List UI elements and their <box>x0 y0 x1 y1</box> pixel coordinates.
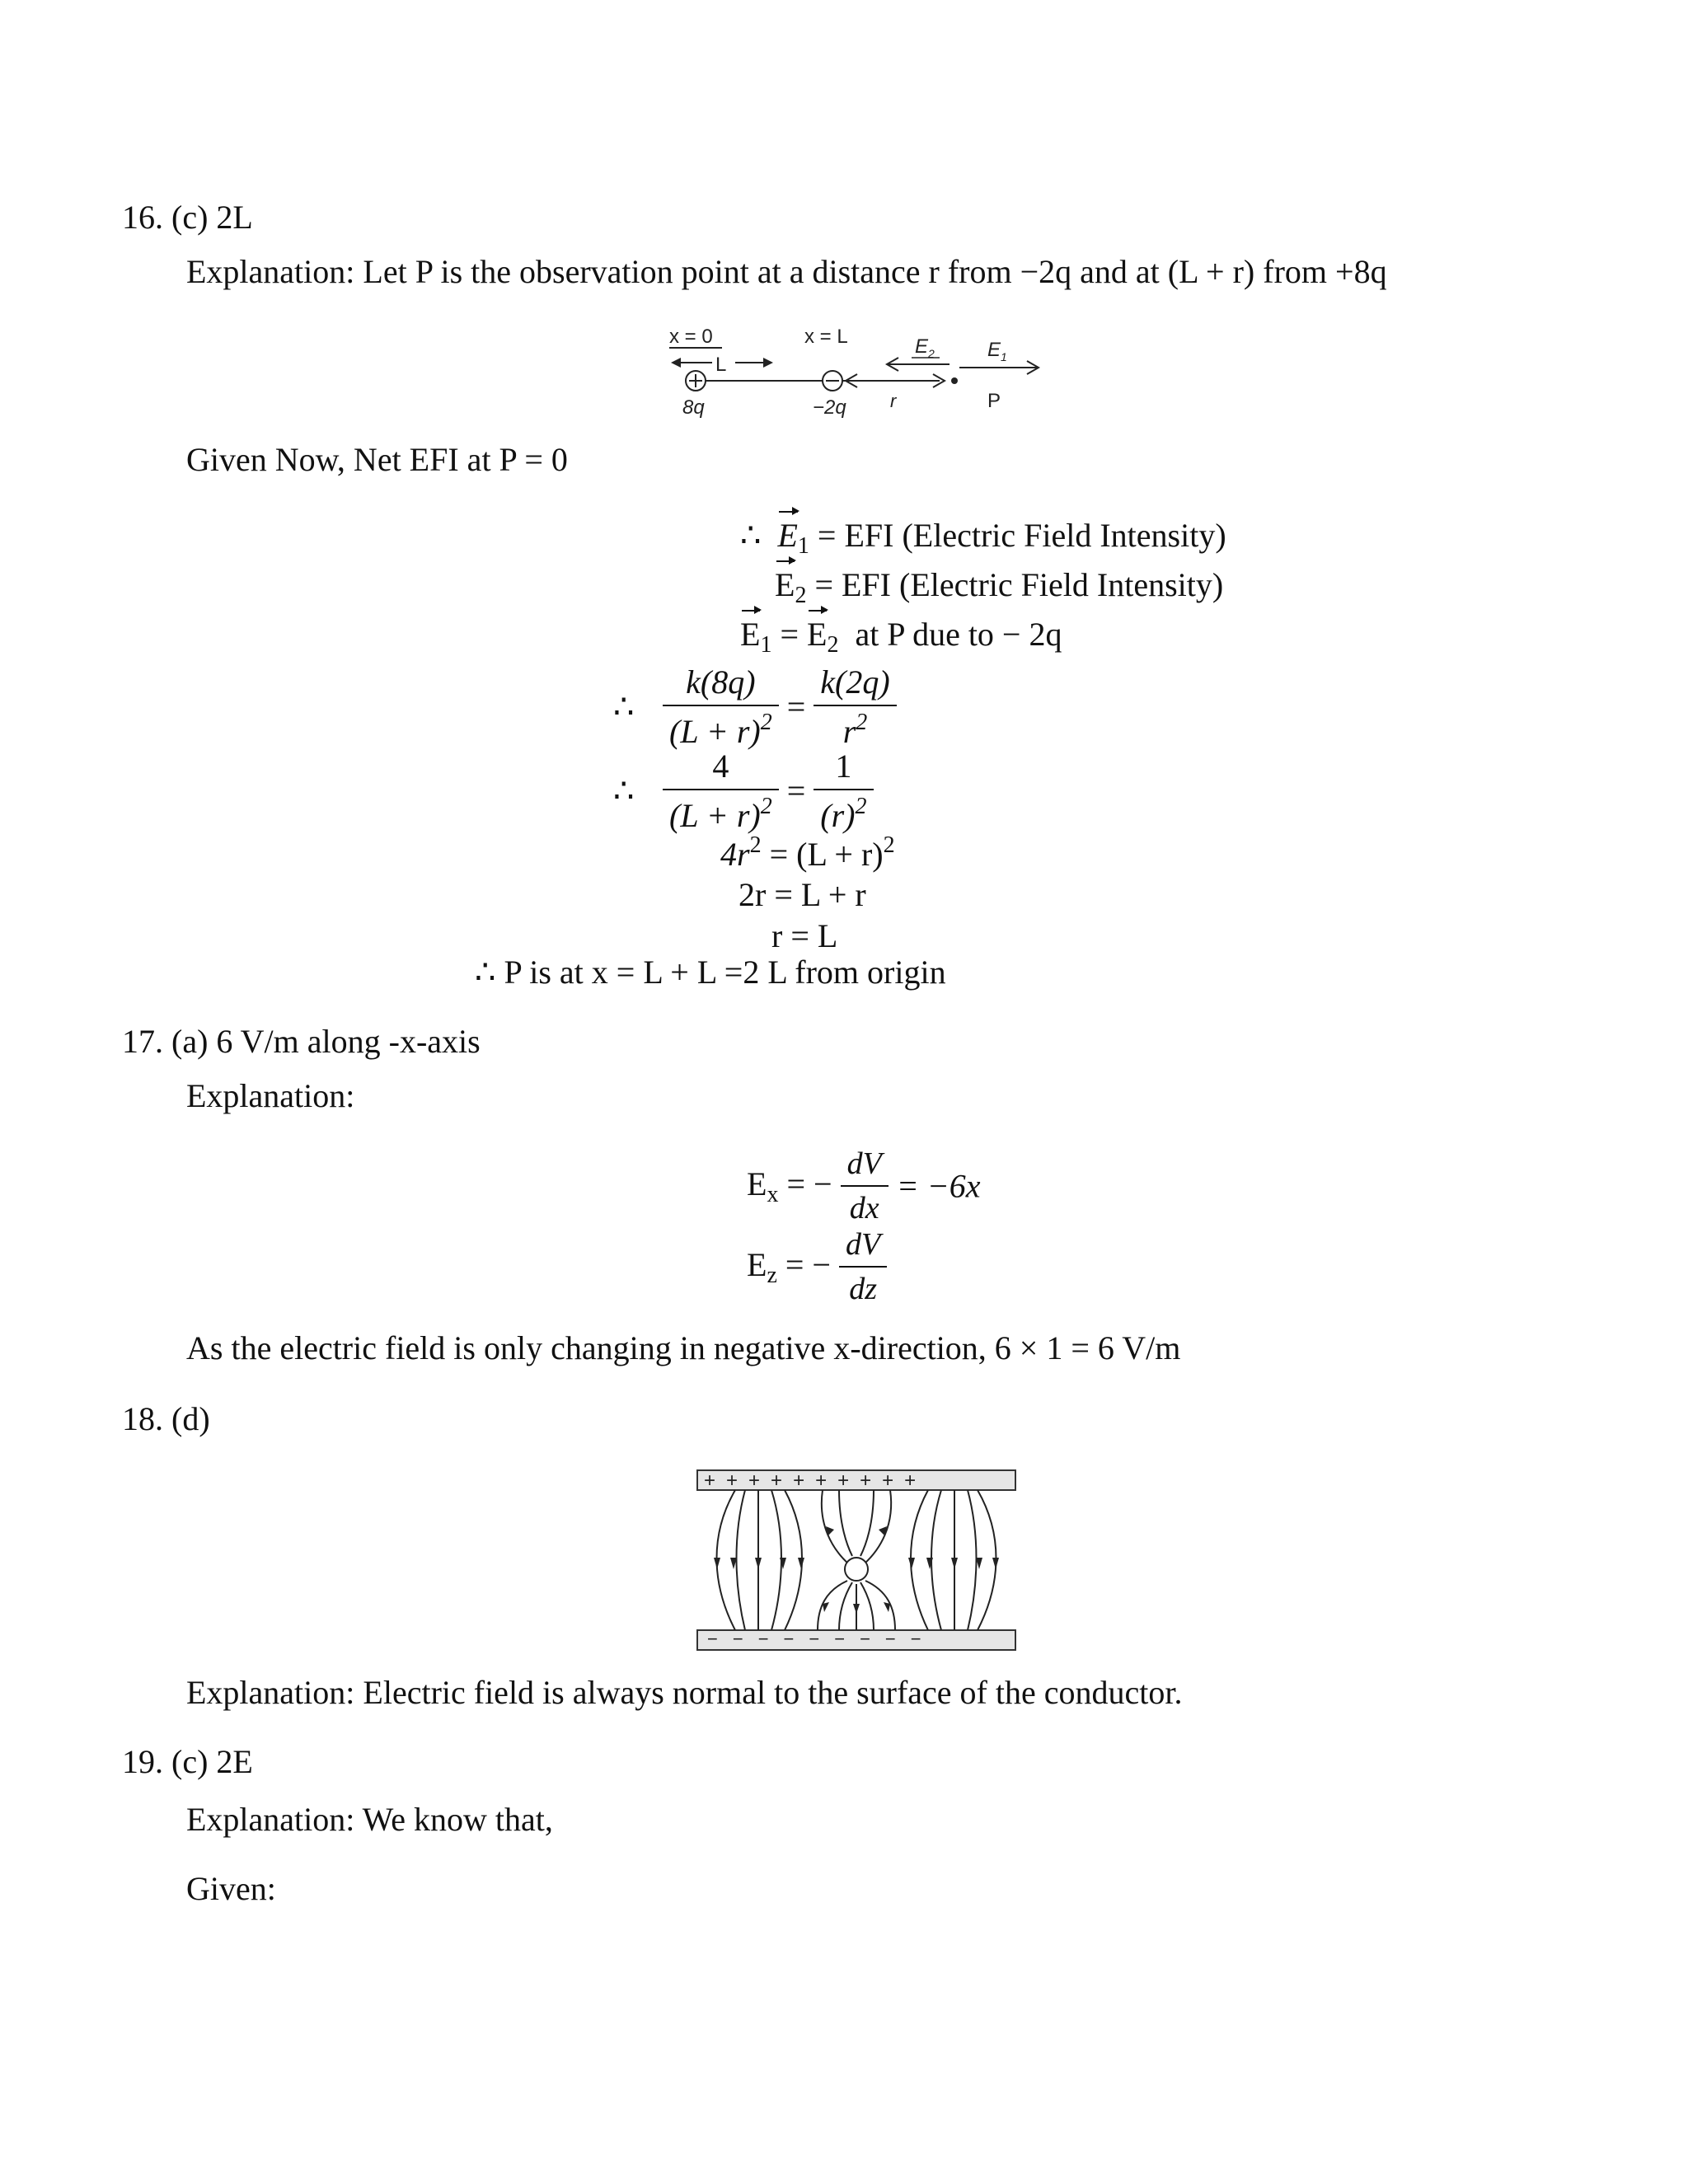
frac-4: $\frac{4}{(L + r)^2}$ <box>663 747 779 835</box>
q16-answer: (c) 2L <box>171 199 253 236</box>
eq-fraction-row-1: ∴ $\frac{k(8q)}{(L + r)^2}$ = $\frac{k(2q)}{r^2}$ <box>613 663 897 751</box>
q18-heading <box>122 1399 210 1438</box>
l-arrow-right-head <box>763 358 773 368</box>
q16-given: Given Now, Net EFI at P = 0 <box>186 441 568 478</box>
q17-conclusion: As the electric field is only changing in negative x-direction, 6 × 1 = 6 V/m <box>186 1329 1181 1366</box>
q19-answer: (c) 2E <box>171 1743 253 1780</box>
eq-line-a: $4r^2 = (L + r)^2$ <box>720 832 895 873</box>
bottom-plate-minus-signs: −−−−−−−−− <box>707 1629 936 1649</box>
label-8q: 8q <box>682 396 705 419</box>
q16-explanation: Explanation: Let P is the observation point at a distance r from −2q and at (L + r) from +8q <box>186 253 1387 290</box>
q16-charge-diagram <box>659 320 1055 427</box>
label-E2: $E_2$ <box>915 335 935 360</box>
label-x0: x = 0 <box>669 326 713 348</box>
top-plate-plus-signs: ++++++++++ <box>704 1469 927 1492</box>
e1-symbol: E <box>777 517 798 554</box>
point-p-icon <box>951 377 958 384</box>
q18-answer: (d) <box>171 1400 210 1437</box>
q16-heading <box>122 198 253 237</box>
conductor-sphere-icon <box>845 1558 868 1581</box>
eq-line-c: r = L <box>771 917 838 954</box>
q19-explanation: Explanation: We know that, <box>186 1801 553 1838</box>
q18-number: 18. <box>122 1400 163 1437</box>
label-P: P <box>987 390 1001 412</box>
q16-conclusion: ∴ P is at x = L + L =2 L from origin <box>475 954 946 991</box>
q18-explanation: Explanation: Electric field is always normal to the surface of the conductor. <box>186 1674 1183 1711</box>
q17-heading <box>122 1022 481 1061</box>
q19-heading <box>122 1742 253 1781</box>
frac-k2q: $\frac{k(2q)}{r^2}$ <box>814 663 896 751</box>
frac-k8q: $\frac{k(8q)}{(L + r)^2}$ <box>663 663 779 751</box>
eq-line-b: 2r = L + r <box>738 876 866 913</box>
label-minus-2q: −2q <box>813 396 846 419</box>
eq-e1-def: ∴ $E_1$ = EFI (Electric Field Intensity) <box>740 517 1226 559</box>
q17-explanation: Explanation: <box>186 1077 355 1114</box>
eq-ex: $E_x$ = − $\frac{dV}{dx}$ = −6x <box>747 1146 981 1226</box>
label-r: r <box>890 391 897 411</box>
eq-fraction-row-2: ∴ $\frac{4}{(L + r)^2}$ = $\frac{1}{(r)^2}$ <box>613 747 874 835</box>
eq-e-equal: $E_1 = E_2$ at P due to − 2q <box>740 616 1062 658</box>
field-lines-diagram <box>694 1467 1019 1653</box>
e2-symbol: E <box>775 566 795 603</box>
eq-e2-def: $E_2$ = EFI (Electric Field Intensity) <box>775 566 1224 608</box>
label-xL: x = L <box>804 326 848 348</box>
label-L: L <box>715 354 727 376</box>
label-E1: $E_1$ <box>987 339 1007 363</box>
frac-1: $\frac{1}{(r)^2}$ <box>814 747 873 835</box>
q19-number: 19. <box>122 1743 163 1780</box>
l-arrow-left-head <box>671 358 681 368</box>
q16-number: 16. <box>122 199 163 236</box>
q19-given: Given: <box>186 1870 276 1907</box>
q17-answer: (a) 6 V/m along -x-axis <box>171 1023 481 1060</box>
q17-number: 17. <box>122 1023 163 1060</box>
eq-ez: $E_z$ = − $\frac{dV}{dz}$ <box>747 1226 887 1307</box>
